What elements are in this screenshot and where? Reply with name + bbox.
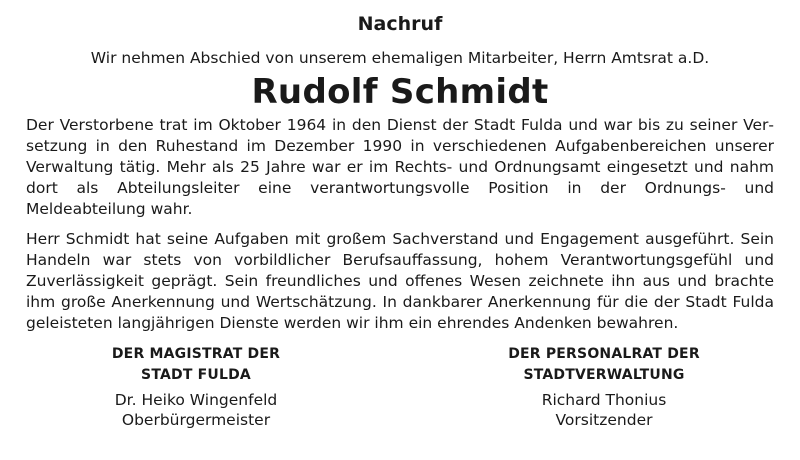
paragraph-career: Der Verstorbene trat im Oktober 1964 in den Dienst der Stadt Fulda und war bis zu seiner Versetzung in den Ruhestand im Dezember 1990 in verschiedenen Aufgabenbereichen unserer Verwaltung tätig. Mehr als 25 Jahre war er im Rechts- und Ordnungsamt eingesetzt und nahm dort als Abteilungsleiter eine verantwortungsvolle Position in der Ordnungs- und Meldeabteilung wahr.: [26, 116, 774, 218]
signature-magistrat: [26, 344, 366, 430]
signature-person: Richard Thonius: [541, 391, 667, 409]
notice-heading: Nachruf: [357, 13, 443, 35]
signature-role: Oberbürgermeister: [121, 411, 271, 429]
paragraph-tribute: Herr Schmidt hat seine Aufgaben mit großem Sachverstand und Engagement ausgeführt. Sein Handeln war stets von vorbildlicher Berufsauffassung, hohem Verantwortungsgefühl und Zuverlässigkeit geprägt. Sein freundliches und offenes Wesen zeichnete ihn aus und brachte ihm große Anerkennung und Wertschätzung. In dankbarer Anerkennung für die der Stadt Fulda geleisteten langjährigen Dienste werden wir ihm ein ehrendes Andenken bewahren.: [26, 230, 774, 332]
signature-org-line: STADTVERWALTUNG: [523, 367, 685, 383]
signature-personalrat: [434, 344, 774, 430]
signature-block: [26, 344, 774, 430]
signature-org-line: DER MAGISTRAT DER: [111, 346, 281, 362]
signature-org-line: DER PERSONALRAT DER: [508, 346, 700, 362]
deceased-name: Rudolf Schmidt: [251, 72, 549, 112]
signature-org-line: STADT FULDA: [141, 367, 251, 383]
notice-intro: Wir nehmen Abschied von unserem ehemaligen Mitarbeiter, Herrn Amtsrat a.D.: [90, 49, 710, 67]
signature-role: Vorsitzender: [555, 411, 653, 429]
signature-person: Dr. Heiko Wingenfeld: [114, 391, 278, 409]
